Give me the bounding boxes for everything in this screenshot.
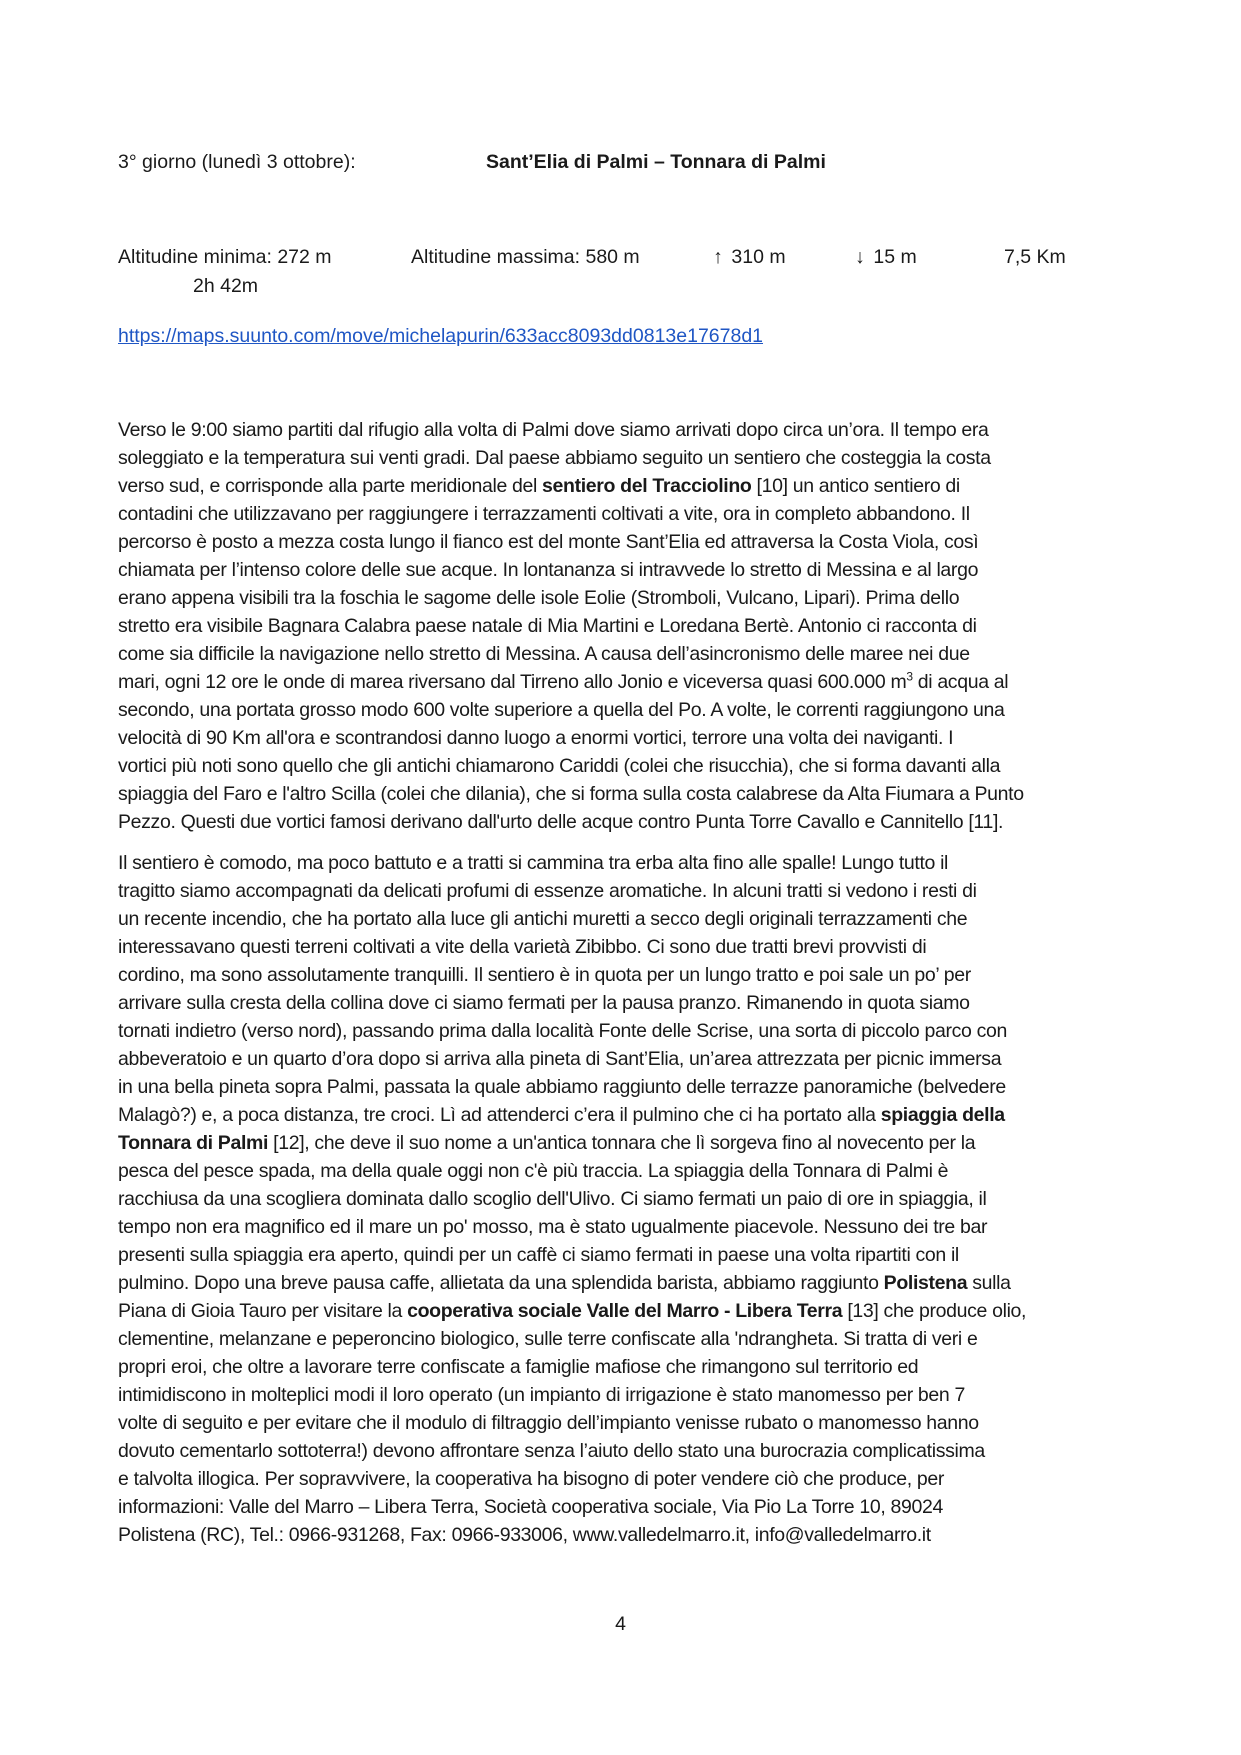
text-line: arrivare sulla cresta della collina dove ci siamo fermati per la pausa pranzo. Rimanendo in quota siamo [118,992,970,1014]
text-run: Malagò?) e, a poca distanza, tre croci. Lì ad attenderci c’era il pulmino che ci ha portato alla [118,1104,881,1126]
bold-term: spiaggia della [880,1104,1005,1126]
bold-term: Tonnara di Palmi [118,1132,269,1154]
page-number: 4 [615,1613,626,1635]
text-line [118,1101,1128,1129]
text-line: propri eroi, che oltre a lavorare terre confiscate a famiglie mafiose che rimangono sul territorio ed [118,1356,919,1378]
text-line: dovuto cementarlo sottoterra!) devono affrontare senza l’aiuto dello stato una burocrazia complicatissima [118,1440,985,1462]
text-line: velocità di 90 Km all'ora e scontrandosi danno luogo a enormi vortici, terrore una volta dei naviganti. I [118,727,954,749]
text-line: stretto era visibile Bagnara Calabra paese natale di Mia Martini e Loredana Bertè. Antonio ci racconta di [118,615,977,637]
paragraph-2 [118,849,1128,1549]
ascent-stat [710,243,786,271]
text-run: pulmino. Dopo una breve pausa caffe, allietata da una splendida barista, abbiamo raggiunto [118,1272,884,1294]
text-line: tornati indietro (verso nord), passando prima dalla località Fonte delle Scrise, una sorta di piccolo parco con [118,1020,1007,1042]
superscript: 3 [906,669,913,684]
text-line: volte di seguito e per evitare che il modulo di filtraggio dell’impianto venisse rubato o manomesso hanno [118,1412,979,1434]
bold-term: Polistena [883,1272,968,1294]
text-line [118,1269,1128,1297]
text-line [118,1129,1128,1157]
route-title: Sant’Elia di Palmi – Tonnara di Palmi [486,151,826,173]
paragraph-1 [118,416,1128,836]
text-run: sulla [967,1272,1011,1294]
track-link[interactable]: https://maps.suunto.com/move/michelapurin/633acc8093dd0813e17678d1 [118,325,764,347]
text-run: mari, ogni 12 ore le onde di marea riversano dal Tirreno allo Jonio e viceversa quasi 600.000 m [118,671,907,693]
descent-stat [852,243,917,271]
text-line: erano appena visibili tra la foschia le sagome delle isole Eolie (Stromboli, Vulcano, Lipari). Prima dello [118,587,960,609]
arrow-down-icon: ↓ [855,246,865,268]
bold-term: cooperativa sociale Valle del Marro - Libera Terra [407,1300,843,1322]
text-line: Il sentiero è comodo, ma poco battuto e a tratti si cammina tra erba alta fino alle spalle! Lungo tutto il [118,852,949,874]
text-line: secondo, una portata grosso modo 600 volte superiore a quella del Po. A volte, le correnti raggiungono una [118,699,1005,721]
text-line: informazioni: Valle del Marro – Libera Terra, Società cooperativa sociale, Via Pio La Torre 10, 89024 [118,1496,943,1518]
text-line: intimidiscono in molteplici modi il loro operato (un impianto di irrigazione è stato manomesso per ben 7 [118,1384,965,1406]
text-run: Piana di Gioia Tauro per visitare la [118,1300,408,1322]
text-run: [12], che deve il suo nome a un'antica tonnara che lì sorgeva fino al novecento per la [268,1132,976,1154]
text-line: chiamata per l’intenso colore delle sue acque. In lontananza si intravvede lo stretto di Messina e al largo [118,559,979,581]
duration-value: 2h 42m [193,275,259,297]
text-line: racchiusa da una scogliera dominata dallo scoglio dell'Ulivo. Ci siamo fermati un paio di ore in spiaggia, il [118,1188,987,1210]
ascent-value: 310 m [731,246,786,268]
text-line: Pezzo. Questi due vortici famosi derivano dall'urto delle acque contro Punta Torre Cavallo e Cannitello [11]. [118,811,1004,833]
text-line [118,472,1128,500]
text-line: un recente incendio, che ha portato alla luce gli antichi muretti a secco degli originali terrazzamenti che [118,908,968,930]
text-line: presenti sulla spiaggia era aperto, quindi per un caffè ci siamo fermati in paese una volta ripartiti con il [118,1244,959,1266]
text-run: [10] un antico sentiero di [751,475,960,497]
text-line: Verso le 9:00 siamo partiti dal rifugio alla volta di Palmi dove siamo arrivati dopo circa un’ora. Il tempo era [118,419,989,441]
bold-term: sentiero del Tracciolino [542,475,752,497]
text-line: in una bella pineta sopra Palmi, passata la quale abbiamo raggiunto delle terrazze panoramiche (belvedere [118,1076,1006,1098]
text-line: vortici più noti sono quello che gli antichi chiamarono Cariddi (colei che risucchia), che si forma davanti alla [118,755,1001,777]
text-line: clementine, melanzane e peperoncino biologico, sulle terre confiscate alla 'ndrangheta. Si tratta di veri e [118,1328,978,1350]
distance-value: 7,5 Km [1004,246,1066,268]
text-line: tragitto siamo accompagnati da delicati profumi di essenze aromatiche. In alcuni tratti si vedono i resti di [118,880,977,902]
hike-stats [118,243,1128,301]
text-line: soleggiato e la temperatura sui venti gradi. Dal paese abbiamo seguito un sentiero che costeggia la costa [118,447,991,469]
text-line: e talvolta illogica. Per sopravvivere, la cooperativa ha bisogno di poter vendere ciò che produce, per [118,1468,945,1490]
text-line: Polistena (RC), Tel.: 0966-931268, Fax: 0966-933006, www.valledelmarro.it, info@valledelmarro.it [118,1524,931,1546]
arrow-up-icon: ↑ [713,246,723,268]
day-label: 3° giorno (lunedì 3 ottobre): [118,151,356,173]
text-line: percorso è posto a mezza costa lungo il fianco est del monte Sant’Elia ed attraversa la Costa Viola, così [118,531,979,553]
text-line: come sia difficile la navigazione nello stretto di Messina. A causa dell’asincronismo delle maree nei due [118,643,970,665]
min-altitude: Altitudine minima: 272 m [118,246,332,268]
text-line: abbeveratoio e un quarto d’ora dopo si arriva alla pineta di Sant’Elia, un’area attrezzata per picnic immersa [118,1048,1002,1070]
text-line: contadini che utilizzavano per raggiungere i terrazzamenti coltivati a vite, ora in completo abbandono. Il [118,503,970,525]
text-run: verso sud, e corrisponde alla parte meridionale del [118,475,543,497]
text-line [118,1297,1128,1325]
text-line: spiaggia del Faro e l'altro Scilla (colei che dilania), che si forma sulla costa calabrese da Alta Fiumara a Punto [118,783,1024,805]
text-run: di acqua al [912,671,1009,693]
text-line [118,668,1128,696]
descent-value: 15 m [873,246,917,268]
text-line: cordino, ma sono assolutamente tranquilli. Il sentiero è in quota per un lungo tratto e poi sale un po’ per [118,964,971,986]
text-line: interessavano questi terreni coltivati a vite della varietà Zibibbo. Ci sono due tratti brevi provvisti di [118,936,927,958]
day-heading [118,148,1128,176]
text-line: pesca del pesce spada, ma della quale oggi non c'è più traccia. La spiaggia della Tonnara di Palmi è [118,1160,949,1182]
text-run: [13] che produce olio, [842,1300,1027,1322]
text-line: tempo non era magnifico ed il mare un po' mosso, ma è stato ugualmente piacevole. Nessuno dei tre bar [118,1216,988,1238]
max-altitude: Altitudine massima: 580 m [411,246,640,268]
